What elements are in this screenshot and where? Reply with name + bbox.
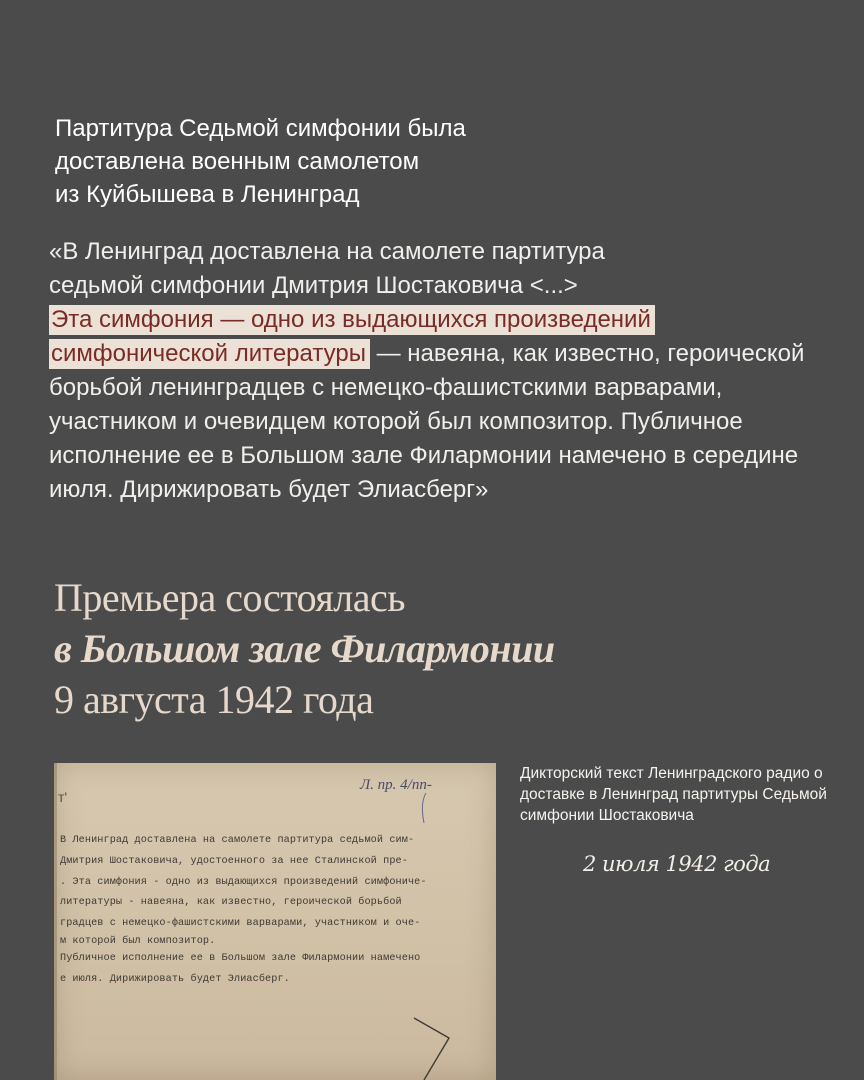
premiere-line: Премьера состоялась bbox=[54, 575, 406, 620]
heading-line: Партитура Седьмой симфонии была bbox=[55, 115, 466, 142]
handwritten-date: 2 июля 1942 года bbox=[583, 852, 771, 876]
typed-line: е июля. Дирижировать будет Элиасберг. bbox=[60, 973, 290, 985]
typed-line: Дмитрия Шостаковича, удостоенного за нее Сталинской пре- bbox=[60, 855, 408, 867]
typed-line: . Эта симфония - одно из выдающихся произведений симфониче- bbox=[60, 876, 427, 888]
heading-line: из Куйбышева в Ленинград bbox=[55, 181, 360, 208]
heading-line: доставлена военным самолетом bbox=[55, 148, 420, 175]
typed-line: м которой был композитор. bbox=[60, 935, 216, 947]
section-heading bbox=[55, 112, 615, 211]
document-reference: Л. пр. 4/пп- bbox=[360, 777, 432, 793]
premiere-date: 9 августа 1942 года bbox=[54, 677, 374, 722]
quote-line: седьмой симфонии Дмитрия Шостаковича <...> bbox=[49, 272, 578, 299]
typed-line: Публичное исполнение ее в Большом зале Филармонии намечено bbox=[60, 952, 421, 964]
document-typed-text bbox=[60, 831, 490, 991]
radio-quote bbox=[49, 235, 829, 507]
premiere-venue: в Большом зале Филармонии bbox=[54, 626, 555, 671]
archive-document-image bbox=[54, 763, 496, 1080]
typed-line: градцев с немецко-фашистскими варварами, участником и оче- bbox=[60, 918, 421, 930]
document-caption: Дикторский текст Ленинградского радио о доставке в Ленинград партитуры Седьмой симфонии Шостаковича bbox=[520, 765, 827, 824]
premiere-title bbox=[54, 572, 774, 725]
typed-line: литературы - навеяна, как известно, героической борьбой bbox=[60, 897, 402, 909]
document-mark: т' bbox=[58, 789, 68, 805]
quote-line: «В Ленинград доставлена на самолете партитура bbox=[49, 238, 605, 265]
typed-line: В Ленинград доставлена на самолете партитура седьмой сим- bbox=[60, 835, 415, 846]
quote-highlight: Эта симфония — одно из выдающихся произведений симфонической литературы bbox=[49, 305, 655, 369]
quote-continuation: — навеяна, как известно, героической борьбой ленинградцев с немецко-фашистскими варварами, участником и очевидцем которой был композитор. Публичное исполнение ее в Большом зале Филармонии намечено в середине июля. Дирижировать будет Элиасберг» bbox=[49, 340, 805, 503]
